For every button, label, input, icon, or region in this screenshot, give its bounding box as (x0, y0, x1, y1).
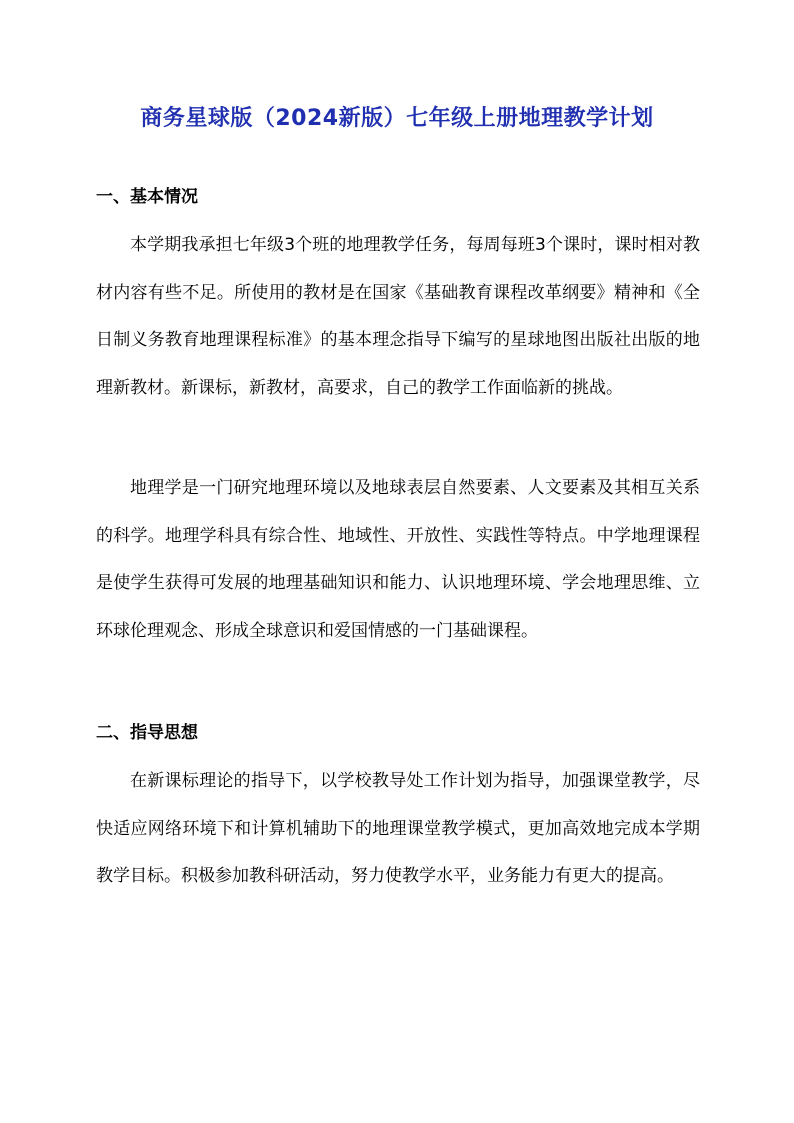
section-heading-guiding-ideology: 二、指导思想 (96, 723, 198, 743)
paragraph-basic-situation-2: 地理学是一门研究地理环境以及地球表层自然要素、人文要素及其相互关系的科学。地理学科具有综合性、地域性、开放性、实践性等特点。中学地理课程是使学生获得可发展的地理基础知识和能力、认识地理环境、学会地理思维、立环球伦理观念、形成全球意识和爱国情感的一门基础课程。 (96, 478, 700, 641)
paragraph-basic-situation-1: 本学期我承担七年级3个班的地理教学任务，每周每班3个课时，课时相对教材内容有些不足。所使用的教材是在国家《基础教育课程改革纲要》精神和《全日制义务教育地理课程标准》的基本理念指导下编写的星球地图出版社出版的地理新教材。新课标，新教材，高要求，自己的教学工作面临新的挑战。 (96, 235, 700, 398)
section-heading-basic-situation: 一、基本情况 (96, 187, 198, 207)
document-title: 商务星球版（2024新版）七年级上册地理教学计划 (140, 106, 654, 131)
paragraph-guiding-ideology-1: 在新课标理论的指导下，以学校教导处工作计划为指导，加强课堂教学，尽快适应网络环境下和计算机辅助下的地理课堂教学模式，更加高效地完成本学期教学目标。积极参加教科研活动，努力使教学水平，业务能力有更大的提高。 (96, 771, 700, 887)
